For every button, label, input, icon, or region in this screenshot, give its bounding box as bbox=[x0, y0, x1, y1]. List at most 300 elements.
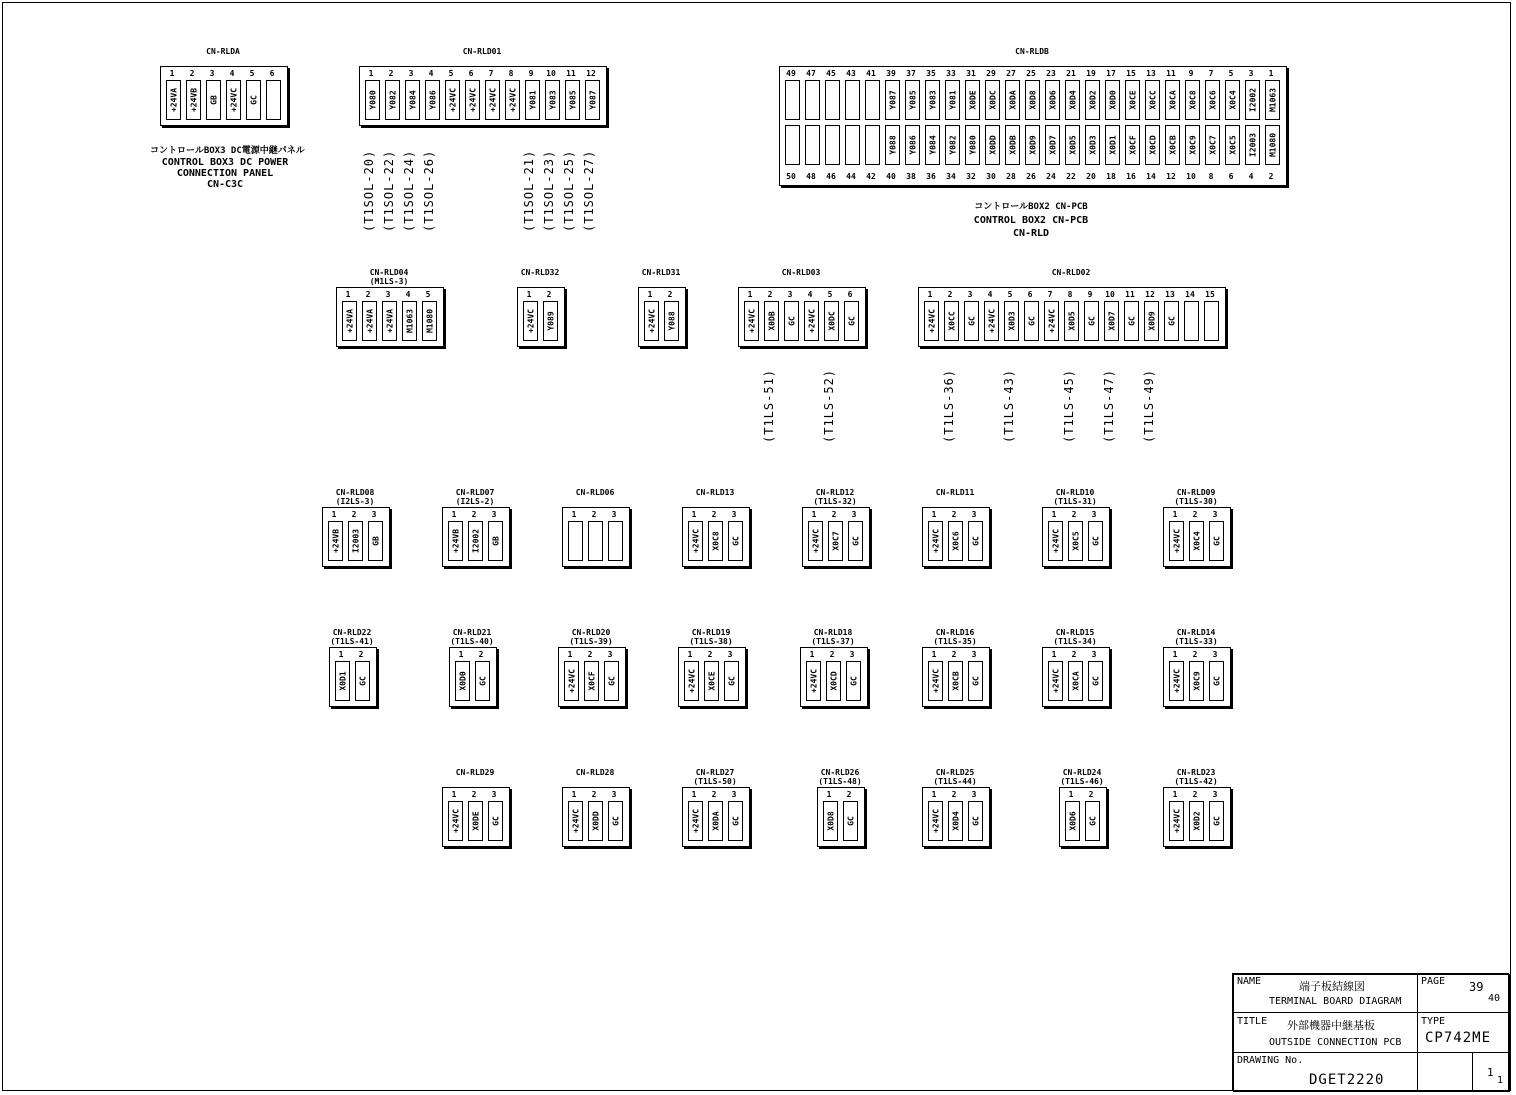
terminal-slot bbox=[968, 801, 983, 841]
pin-number: 6 bbox=[468, 69, 474, 78]
terminal-signal: X0CF bbox=[587, 671, 596, 691]
pin-number: 1 bbox=[338, 650, 344, 659]
terminal-slot bbox=[985, 125, 1000, 165]
terminal-signal: GC bbox=[1212, 536, 1221, 546]
terminal-signal: Y084 bbox=[408, 90, 417, 110]
connector-subtitle: (T1LS-41) bbox=[330, 637, 374, 646]
terminal-signal: Y088 bbox=[888, 135, 897, 155]
pin-number: 3 bbox=[727, 650, 733, 659]
pin-number: 31 bbox=[966, 69, 976, 78]
terminal-signal: X0D8 bbox=[1028, 90, 1037, 110]
terminal-slot bbox=[1169, 801, 1184, 841]
connector-cn-rld28 bbox=[562, 768, 628, 858]
name-en: TERMINAL BOARD DIAGRAM bbox=[1269, 996, 1402, 1007]
terminal-slot bbox=[1025, 80, 1040, 120]
connector-name: CN-RLD16 bbox=[935, 628, 975, 637]
connector-cn-rld04 bbox=[335, 268, 443, 358]
terminal-slot bbox=[1044, 301, 1059, 341]
connector-subtitle: (T1LS-39) bbox=[569, 637, 613, 646]
pin-number: 2 bbox=[947, 290, 953, 299]
signal-label: (T1LS-51) bbox=[762, 368, 776, 443]
terminal-slot bbox=[1065, 80, 1080, 120]
connector-subtitle: (T1LS-38) bbox=[689, 637, 733, 646]
terminal-slot bbox=[1265, 80, 1280, 120]
terminal-slot bbox=[405, 80, 420, 120]
terminal-block bbox=[329, 647, 377, 707]
pin-number: 38 bbox=[906, 172, 916, 181]
connector-name: CN-RLD10 bbox=[1055, 488, 1095, 497]
terminal-signal: GC bbox=[971, 536, 980, 546]
name-jp: 端子板結線図 bbox=[1299, 980, 1365, 993]
connector-name: CN-RLD29 bbox=[455, 768, 495, 777]
terminal-block bbox=[802, 507, 870, 567]
terminal-signal: +24VC bbox=[987, 308, 996, 334]
pin-number: 2 bbox=[358, 650, 364, 659]
terminal-block bbox=[359, 66, 607, 126]
terminal-slot bbox=[845, 125, 860, 165]
pin-number: 3 bbox=[849, 650, 855, 659]
terminal-slot bbox=[468, 801, 483, 841]
pin-number: 2 bbox=[951, 650, 957, 659]
terminal-slot bbox=[1165, 80, 1180, 120]
pin-number: 1 bbox=[747, 290, 753, 299]
terminal-signal: X0D9 bbox=[1147, 311, 1156, 331]
terminal-slot bbox=[328, 521, 343, 561]
terminal-block bbox=[442, 787, 510, 847]
pin-number: 1 bbox=[691, 790, 697, 799]
pin-number: 2 bbox=[1268, 172, 1274, 181]
pin-number: 2 bbox=[1071, 510, 1077, 519]
pin-number: 12 bbox=[1166, 172, 1176, 181]
terminal-signal: GC bbox=[611, 816, 620, 826]
connector-subtitle: (T1LS-30) bbox=[1174, 497, 1218, 506]
terminal-slot bbox=[1204, 301, 1219, 341]
pin-number: 1 bbox=[368, 69, 374, 78]
terminal-slot bbox=[206, 80, 221, 120]
title-en: OUTSIDE CONNECTION PCB bbox=[1269, 1037, 1402, 1048]
pin-number: 8 bbox=[508, 69, 514, 78]
terminal-signal: +24VC bbox=[451, 808, 460, 834]
connector-name: CN-RLD19 bbox=[691, 628, 731, 637]
terminal-slot bbox=[565, 80, 580, 120]
pin-number: 13 bbox=[1165, 290, 1175, 299]
terminal-slot bbox=[945, 125, 960, 165]
pin-number: 2 bbox=[591, 790, 597, 799]
terminal-signal: +24VC bbox=[687, 668, 696, 694]
terminal-signal: +24VC bbox=[567, 668, 576, 694]
signal-label: (T1LS-52) bbox=[822, 368, 836, 443]
connector-cn-rld16 bbox=[922, 628, 988, 718]
signal-label: (T1LS-47) bbox=[1102, 368, 1116, 443]
terminal-signal: X0DE bbox=[471, 811, 480, 831]
terminal-signal: GC bbox=[846, 816, 855, 826]
terminal-slot bbox=[1125, 125, 1140, 165]
terminal-slot bbox=[186, 80, 201, 120]
terminal-signal: X0D7 bbox=[1107, 311, 1116, 331]
pin-number: 4 bbox=[807, 290, 813, 299]
connector-cn-rld06 bbox=[562, 488, 628, 578]
pin-number: 7 bbox=[1047, 290, 1053, 299]
pin-number: 1 bbox=[1051, 650, 1057, 659]
title-jp: 外部機器中継基板 bbox=[1287, 1019, 1375, 1032]
terminal-slot bbox=[928, 661, 943, 701]
terminal-slot bbox=[382, 301, 397, 341]
terminal-slot bbox=[266, 80, 281, 120]
pin-number: 3 bbox=[967, 290, 973, 299]
terminal-slot bbox=[1225, 125, 1240, 165]
terminal-signal: X0C5 bbox=[1071, 531, 1080, 551]
terminal-slot bbox=[928, 801, 943, 841]
terminal-signal: X0D2 bbox=[1192, 811, 1201, 831]
terminal-signal: GC bbox=[731, 816, 740, 826]
terminal-signal: X0D0 bbox=[1108, 90, 1117, 110]
terminal-signal: I2003 bbox=[351, 528, 360, 554]
terminal-slot bbox=[744, 301, 759, 341]
terminal-block bbox=[922, 647, 990, 707]
connector-name: CN-RLD18 bbox=[813, 628, 853, 637]
connector-name: CN-RLD07 bbox=[455, 488, 495, 497]
terminal-block bbox=[800, 647, 868, 707]
pin-number: 16 bbox=[1126, 172, 1136, 181]
terminal-block bbox=[682, 507, 750, 567]
pin-number: 10 bbox=[546, 69, 556, 78]
terminal-block bbox=[558, 647, 626, 707]
terminal-slot bbox=[226, 80, 241, 120]
connector-name: CN-RLD31 bbox=[641, 268, 681, 277]
terminal-block bbox=[738, 287, 866, 347]
terminal-slot bbox=[448, 521, 463, 561]
terminal-signal: Y080 bbox=[368, 90, 377, 110]
connector-name: CN-RLD25 bbox=[935, 768, 975, 777]
terminal-signal: GC bbox=[491, 816, 500, 826]
drawing-number: DGET2220 bbox=[1309, 1072, 1385, 1088]
terminal-slot bbox=[1045, 125, 1060, 165]
terminal-slot bbox=[826, 661, 841, 701]
connector-cn-rld03 bbox=[738, 268, 864, 358]
terminal-slot bbox=[865, 125, 880, 165]
pin-number: 4 bbox=[229, 69, 235, 78]
drawing-label: DRAWING No. bbox=[1237, 1055, 1304, 1066]
connector-name: CN-RLD01 bbox=[462, 47, 502, 56]
pin-number: 47 bbox=[806, 69, 816, 78]
terminal-signal: X0DB bbox=[1008, 135, 1017, 155]
terminal-slot bbox=[1084, 301, 1099, 341]
terminal-slot bbox=[1104, 301, 1119, 341]
terminal-slot bbox=[925, 80, 940, 120]
pin-number: 34 bbox=[946, 172, 956, 181]
terminal-signal: Y089 bbox=[546, 311, 555, 331]
terminal-signal: X0C8 bbox=[711, 531, 720, 551]
pin-number: 17 bbox=[1106, 69, 1116, 78]
connector-subtitle: (T1LS-50) bbox=[693, 777, 737, 786]
terminal-block bbox=[922, 787, 990, 847]
terminal-signal: X0CD bbox=[829, 671, 838, 691]
terminal-slot bbox=[924, 301, 939, 341]
pin-number: 23 bbox=[1046, 69, 1056, 78]
terminal-slot bbox=[166, 80, 181, 120]
name-label: NAME bbox=[1237, 976, 1262, 987]
pin-number: 1 bbox=[451, 790, 457, 799]
terminal-signal: X0D7 bbox=[1048, 135, 1057, 155]
pin-number: 50 bbox=[786, 172, 796, 181]
terminal-signal: X0C4 bbox=[1192, 531, 1201, 551]
terminal-signal: X0D4 bbox=[1068, 90, 1077, 110]
terminal-slot bbox=[965, 80, 980, 120]
terminal-slot bbox=[1005, 80, 1020, 120]
pin-number: 3 bbox=[1091, 510, 1097, 519]
terminal-signal: X0CD bbox=[1148, 135, 1157, 155]
pin-number: 2 bbox=[365, 290, 371, 299]
pin-number: 3 bbox=[787, 290, 793, 299]
terminal-slot bbox=[948, 801, 963, 841]
terminal-slot bbox=[846, 661, 861, 701]
terminal-signal: X0D6 bbox=[1068, 811, 1077, 831]
terminal-signal: X0D1 bbox=[1108, 135, 1117, 155]
pin-number: 40 bbox=[886, 172, 896, 181]
terminal-slot bbox=[806, 661, 821, 701]
pin-number: 2 bbox=[1192, 790, 1198, 799]
terminal-slot bbox=[728, 521, 743, 561]
pin-number: 3 bbox=[385, 290, 391, 299]
connector-cn-rld01 bbox=[357, 47, 607, 137]
terminal-signal: X0D8 bbox=[826, 811, 835, 831]
pin-number: 1 bbox=[826, 790, 832, 799]
terminal-signal: +24VA bbox=[385, 308, 394, 334]
connector-subtitle: (T1LS-35) bbox=[933, 637, 977, 646]
terminal-slot bbox=[1024, 301, 1039, 341]
terminal-signal: X0DD bbox=[988, 135, 997, 155]
terminal-signal: GC bbox=[847, 316, 856, 326]
terminal-slot bbox=[348, 521, 363, 561]
terminal-slot bbox=[704, 661, 719, 701]
terminal-signal: +24VC bbox=[931, 808, 940, 834]
terminal-slot bbox=[804, 301, 819, 341]
terminal-slot bbox=[724, 661, 739, 701]
terminal-slot bbox=[1105, 80, 1120, 120]
terminal-slot bbox=[1205, 80, 1220, 120]
terminal-signal: GB bbox=[371, 536, 380, 546]
connector-cn-rldb bbox=[778, 47, 1286, 192]
title-label: TITLE bbox=[1237, 1016, 1268, 1027]
pin-number: 3 bbox=[971, 790, 977, 799]
pin-number: 18 bbox=[1106, 172, 1116, 181]
terminal-signal: GC bbox=[1087, 316, 1096, 326]
terminal-slot bbox=[1025, 125, 1040, 165]
pin-number: 1 bbox=[811, 510, 817, 519]
terminal-block bbox=[1042, 507, 1110, 567]
connector-cn-rld02 bbox=[918, 268, 1224, 358]
terminal-slot bbox=[445, 80, 460, 120]
terminal-signal: +24VC bbox=[691, 808, 700, 834]
terminal-slot bbox=[1205, 125, 1220, 165]
terminal-signal: M1063 bbox=[1268, 87, 1277, 113]
pin-number: 3 bbox=[491, 790, 497, 799]
terminal-slot bbox=[1105, 125, 1120, 165]
terminal-slot bbox=[1209, 661, 1224, 701]
box3-note-jp: コントロールBOX3 DC電源中継パネル bbox=[150, 146, 305, 156]
terminal-signal: X0C7 bbox=[831, 531, 840, 551]
pin-number: 2 bbox=[1192, 650, 1198, 659]
pin-number: 2 bbox=[591, 510, 597, 519]
terminal-slot bbox=[1189, 661, 1204, 701]
pin-number: 46 bbox=[826, 172, 836, 181]
pin-number: 2 bbox=[471, 510, 477, 519]
pin-number: 1 bbox=[571, 510, 577, 519]
terminal-signal: X0C6 bbox=[951, 531, 960, 551]
pin-number: 1 bbox=[931, 650, 937, 659]
pin-number: 1 bbox=[451, 510, 457, 519]
terminal-signal: +24VC bbox=[1172, 668, 1181, 694]
terminal-signal: +24VC bbox=[229, 87, 238, 113]
terminal-signal: X0C9 bbox=[1192, 671, 1201, 691]
terminal-slot bbox=[845, 80, 860, 120]
terminal-block bbox=[1163, 507, 1231, 567]
pin-number: 2 bbox=[388, 69, 394, 78]
pin-number: 2 bbox=[471, 790, 477, 799]
terminal-signal: +24VC bbox=[1172, 528, 1181, 554]
terminal-slot bbox=[448, 801, 463, 841]
pin-number: 2 bbox=[711, 790, 717, 799]
signal-label: (T1LS-43) bbox=[1002, 368, 1016, 443]
terminal-block bbox=[1163, 787, 1231, 847]
terminal-slot bbox=[1144, 301, 1159, 341]
pin-number: 1 bbox=[1172, 790, 1178, 799]
connector-subtitle: (I2LS-2) bbox=[455, 497, 495, 506]
connector-subtitle: (T1LS-34) bbox=[1053, 637, 1097, 646]
terminal-signal: GC bbox=[967, 316, 976, 326]
terminal-signal: X0D1 bbox=[338, 671, 347, 691]
terminal-signal: GC bbox=[1167, 316, 1176, 326]
pin-number: 45 bbox=[826, 69, 836, 78]
terminal-signal: +24VC bbox=[931, 668, 940, 694]
terminal-slot bbox=[764, 301, 779, 341]
terminal-signal: Y086 bbox=[428, 90, 437, 110]
pin-number: 1 bbox=[567, 650, 573, 659]
terminal-slot bbox=[1184, 301, 1199, 341]
pin-number: 3 bbox=[611, 790, 617, 799]
terminal-signal: +24VA bbox=[345, 308, 354, 334]
signal-label: (T1SOL-25) bbox=[562, 149, 576, 232]
terminal-block bbox=[562, 787, 630, 847]
connector-cn-rld12 bbox=[802, 488, 868, 578]
connector-subtitle: (T1LS-44) bbox=[933, 777, 977, 786]
connector-name: CN-RLD26 bbox=[820, 768, 860, 777]
pin-number: 20 bbox=[1086, 172, 1096, 181]
terminal-block bbox=[1163, 647, 1231, 707]
connector-name: CN-RLDA bbox=[206, 47, 240, 56]
connector-cn-rld31 bbox=[638, 268, 684, 358]
terminal-slot bbox=[543, 301, 558, 341]
terminal-signal: GC bbox=[731, 536, 740, 546]
connector-name: CN-RLD14 bbox=[1176, 628, 1216, 637]
terminal-slot bbox=[588, 801, 603, 841]
pin-number: 1 bbox=[1068, 790, 1074, 799]
pin-number: 19 bbox=[1086, 69, 1096, 78]
pin-number: 10 bbox=[1186, 172, 1196, 181]
terminal-slot bbox=[664, 301, 679, 341]
connector-cn-rld20 bbox=[558, 628, 624, 718]
pin-number: 2 bbox=[189, 69, 195, 78]
terminal-slot bbox=[885, 125, 900, 165]
terminal-slot bbox=[1189, 801, 1204, 841]
connector-subtitle: (T1LS-48) bbox=[818, 777, 862, 786]
pin-number: 49 bbox=[786, 69, 796, 78]
connector-name: CN-RLD27 bbox=[695, 768, 735, 777]
pin-number: 36 bbox=[926, 172, 936, 181]
terminal-block bbox=[922, 507, 990, 567]
terminal-slot bbox=[825, 125, 840, 165]
connector-name: CN-RLD22 bbox=[332, 628, 372, 637]
title-block bbox=[1232, 973, 1509, 1091]
pin-number: 1 bbox=[809, 650, 815, 659]
terminal-slot bbox=[1085, 801, 1100, 841]
connector-name: CN-RLD06 bbox=[575, 488, 615, 497]
terminal-slot bbox=[928, 521, 943, 561]
signal-label: (T1SOL-24) bbox=[402, 149, 416, 232]
pin-number: 14 bbox=[1185, 290, 1195, 299]
terminal-slot bbox=[505, 80, 520, 120]
connector-name: CN-RLD08 bbox=[335, 488, 375, 497]
page-number: 39 bbox=[1469, 980, 1484, 994]
pin-number: 42 bbox=[866, 172, 876, 181]
terminal-signal: X0D6 bbox=[1048, 90, 1057, 110]
pin-number: 3 bbox=[1212, 510, 1218, 519]
terminal-slot bbox=[608, 801, 623, 841]
terminal-signal: X0DA bbox=[1008, 90, 1017, 110]
terminal-slot bbox=[785, 125, 800, 165]
connector-cn-rld26 bbox=[810, 768, 870, 858]
terminal-signal: GC bbox=[1091, 676, 1100, 686]
connector-cn-rld27 bbox=[682, 768, 748, 858]
pin-number: 4 bbox=[428, 69, 434, 78]
connector-cn-rld22 bbox=[322, 628, 382, 718]
terminal-signal: X0C6 bbox=[1208, 90, 1217, 110]
terminal-slot bbox=[335, 661, 350, 701]
pin-number: 11 bbox=[566, 69, 576, 78]
box2-note-line: CN-RLD bbox=[1012, 228, 1050, 239]
terminal-signal: GC bbox=[787, 316, 796, 326]
pin-number: 2 bbox=[951, 790, 957, 799]
pin-number: 2 bbox=[767, 290, 773, 299]
terminal-slot bbox=[525, 80, 540, 120]
terminal-signal: GC bbox=[971, 816, 980, 826]
box3-note-line: CONTROL BOX3 DC POWER bbox=[161, 157, 289, 168]
terminal-slot bbox=[1068, 661, 1083, 701]
pin-number: 33 bbox=[946, 69, 956, 78]
terminal-slot bbox=[368, 521, 383, 561]
terminal-signal: Y080 bbox=[968, 135, 977, 155]
connector-cn-rld15 bbox=[1042, 628, 1108, 718]
terminal-block bbox=[336, 287, 444, 347]
terminal-signal: GC bbox=[1027, 316, 1036, 326]
terminal-slot bbox=[545, 80, 560, 120]
terminal-slot bbox=[362, 301, 377, 341]
connector-name: CN-RLD21 bbox=[452, 628, 492, 637]
terminal-signal: X0D4 bbox=[951, 811, 960, 831]
terminal-slot bbox=[688, 801, 703, 841]
terminal-block bbox=[562, 507, 630, 567]
terminal-signal: +24VB bbox=[189, 87, 198, 113]
terminal-signal: Y085 bbox=[568, 90, 577, 110]
pin-number: 5 bbox=[827, 290, 833, 299]
connector-cn-rld14 bbox=[1163, 628, 1229, 718]
terminal-slot bbox=[475, 661, 490, 701]
terminal-signal: X0D2 bbox=[1088, 90, 1097, 110]
terminal-slot bbox=[455, 661, 470, 701]
terminal-slot bbox=[865, 80, 880, 120]
terminal-slot bbox=[608, 521, 623, 561]
terminal-slot bbox=[1225, 80, 1240, 120]
